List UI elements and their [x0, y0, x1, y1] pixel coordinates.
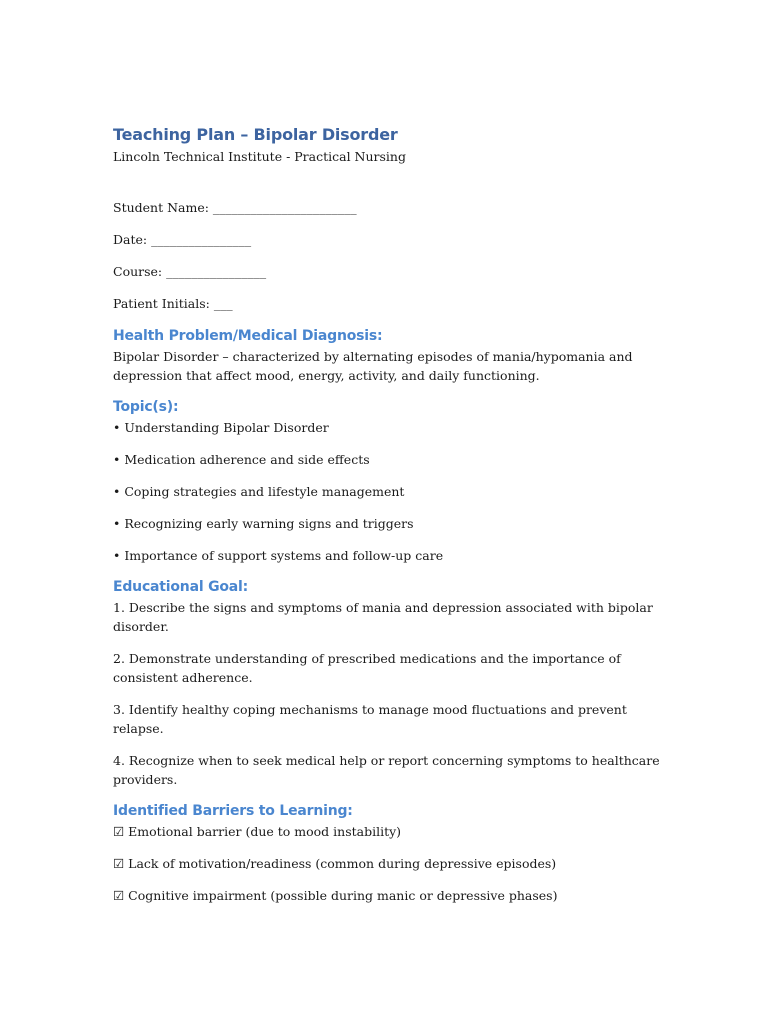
barrier-item: ☑ Cognitive impairment (possible during manic or depressive phases) [113, 888, 558, 903]
topics-section [113, 397, 673, 565]
diagnosis-heading: Health Problem/Medical Diagnosis: [113, 328, 383, 344]
diagnosis-section [113, 326, 673, 385]
educational-goal-heading: Educational Goal: [113, 579, 249, 595]
barrier-item: ☑ Lack of motivation/readiness (common during depressive episodes) [113, 856, 557, 871]
date-field: Date: ________________ [113, 232, 252, 247]
topic-item: • Recognizing early warning signs and triggers [113, 516, 414, 531]
goal-item: 4. Recognize when to seek medical help or report concerning symptoms to healthcare providers. [113, 753, 660, 787]
topic-item: • Importance of support systems and follow-up care [113, 548, 444, 563]
document-subtitle: Lincoln Technical Institute - Practical Nursing [113, 149, 406, 164]
course-field: Course: ________________ [113, 264, 267, 279]
topic-item: • Understanding Bipolar Disorder [113, 420, 329, 435]
student-info-fields [113, 198, 673, 313]
goal-item: 3. Identify healthy coping mechanisms to manage mood fluctuations and prevent relapse. [113, 702, 627, 736]
goal-item: 2. Demonstrate understanding of prescribed medications and the importance of consistent adherence. [113, 651, 621, 685]
patient-initials-field: Patient Initials: ___ [113, 296, 233, 311]
document-title: Teaching Plan – Bipolar Disorder [113, 125, 398, 144]
document-page [113, 124, 673, 917]
topic-item: • Coping strategies and lifestyle management [113, 484, 405, 499]
barriers-section [113, 801, 673, 905]
educational-goal-section [113, 577, 673, 789]
diagnosis-text: Bipolar Disorder – characterized by alternating episodes of mania/hypomania and depression that affect mood, energy, activity, and daily functioning. [113, 349, 633, 383]
topic-item: • Medication adherence and side effects [113, 452, 370, 467]
goal-item: 1. Describe the signs and symptoms of mania and depression associated with bipolar disorder. [113, 600, 653, 634]
student-name-field: Student Name: _______________________ [113, 200, 357, 215]
barrier-item: ☑ Emotional barrier (due to mood instability) [113, 824, 402, 839]
topics-heading: Topic(s): [113, 399, 179, 415]
barriers-heading: Identified Barriers to Learning: [113, 803, 353, 819]
